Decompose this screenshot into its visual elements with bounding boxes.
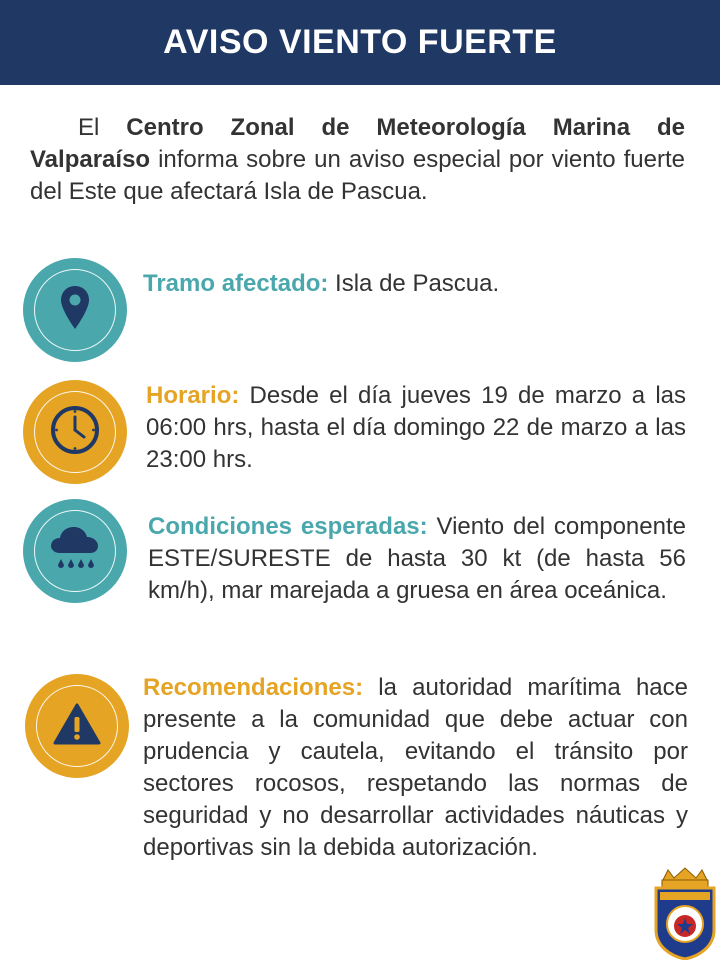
intro-prefix: El — [78, 114, 127, 141]
item-text: Isla de Pascua. — [328, 270, 500, 297]
intro-rest: informa sobre un aviso especial por viento fuerte del Este que afectará Isla de Pascua. — [30, 146, 685, 205]
item-label: Tramo afectado: — [143, 270, 329, 297]
warning-circle — [25, 674, 129, 778]
item-text: la autoridad marítima hace presente a la comunidad que debe actuar con prudencia y cautela, evitando el tránsito por sectores rocosos, respetando las normas de seguridad y no desarrollar actividades náuticas y deportivas sin la debida autorización. — [143, 674, 688, 861]
item-label: Horario: — [146, 382, 240, 409]
clock-circle — [23, 380, 127, 484]
warning-icon — [53, 703, 101, 750]
item-label: Condiciones esperadas: — [148, 513, 428, 540]
navy-crest-logo — [650, 866, 720, 960]
header-banner — [0, 0, 720, 85]
item-text: Desde el día jueves 19 de marzo a las 06:00 hrs, hasta el día domingo 22 de marzo a las 23:00 hrs. — [146, 382, 686, 473]
intro-organization: Centro Zonal de Meteorología Marina de Valparaíso — [30, 114, 685, 173]
item-expected-conditions — [148, 511, 686, 607]
location-circle — [23, 258, 127, 362]
item-schedule — [146, 380, 686, 476]
rain-cloud-icon — [48, 525, 102, 578]
item-label: Recomendaciones: — [143, 674, 364, 701]
item-recommendations — [143, 672, 688, 864]
weather-circle — [23, 499, 127, 603]
clock-icon — [49, 404, 101, 461]
item-text: Viento del componente ESTE/SURESTE de hasta 30 kt (de hasta 56 km/h), mar marejada a gruesa en área oceánica. — [148, 513, 686, 604]
page-title: AVISO VIENTO FUERTE — [163, 23, 557, 61]
intro-paragraph — [30, 112, 685, 208]
item-affected-area — [143, 268, 688, 300]
location-pin-icon — [60, 285, 90, 336]
